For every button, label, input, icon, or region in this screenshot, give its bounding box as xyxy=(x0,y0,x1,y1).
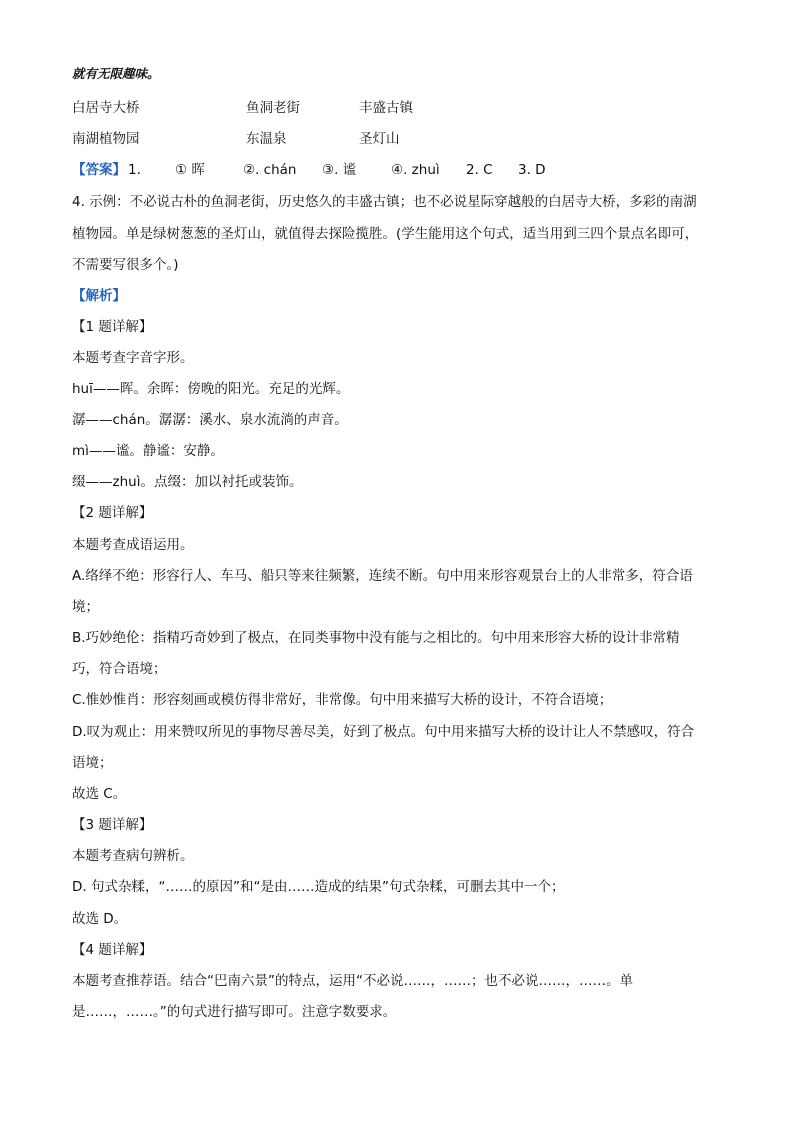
analysis-line: 本题考查成语运用。 xyxy=(72,537,194,553)
analysis-line: 境； xyxy=(72,599,99,615)
analysis-line: A.络绎不绝：形容行人、车马、船只等来往频繁，连续不断。句中用来形容观景台上的人非常多，符合语 xyxy=(72,568,693,584)
section-heading-q3: 【3 题详解】 xyxy=(72,817,153,833)
place-fengsheng-town: 丰盛古镇 xyxy=(359,100,413,116)
answer-q4-line: 不需要写很多个。) xyxy=(72,257,179,273)
analysis-line: C.惟妙惟肖：形容刻画或模仿得非常好，非常像。句中用来描写大桥的设计，不符合语境； xyxy=(72,692,613,708)
answer-q1-item-3: ③. 谧 xyxy=(322,162,357,178)
analysis-line: 潺——chán。潺潺：溪水、泉水流淌的声音。 xyxy=(72,412,348,428)
answer-q1-item-1: ① 晖 xyxy=(175,162,205,178)
place-yudong-street: 鱼洞老街 xyxy=(246,100,300,116)
analysis-line: 本题考查推荐语。结合“巴南六景”的特点，运用“不必说……，……；也不必说……，……。单 xyxy=(72,973,633,989)
intro-tail-text: 就有无限趣味。 xyxy=(72,66,160,81)
analysis-line: 巧，符合语境； xyxy=(72,661,167,677)
analysis-tag: 【解析】 xyxy=(72,288,126,304)
answer-q3: 3. D xyxy=(518,162,546,178)
analysis-line: 本题考查字音字形。 xyxy=(72,350,194,366)
place-dongwenquan: 东温泉 xyxy=(246,131,287,147)
answer-tag: 【答案】 xyxy=(72,162,126,178)
analysis-line: mì——谧。静谧：安静。 xyxy=(72,443,224,459)
place-nanhu-garden: 南湖植物园 xyxy=(72,131,140,147)
analysis-line: D. 句式杂糅，“……的原因”和“是由……造成的结果”句式杂糅，可删去其中一个； xyxy=(72,879,565,895)
answer-q1-number: 1. xyxy=(128,162,141,178)
section-heading-q2: 【2 题详解】 xyxy=(72,505,153,521)
section-heading-q4: 【4 题详解】 xyxy=(72,942,153,958)
answer-q1-item-4: ④. zhuì xyxy=(391,162,440,178)
place-baijusi-bridge: 白居寺大桥 xyxy=(72,100,140,116)
analysis-line: 故选 C。 xyxy=(72,786,127,802)
place-shengdeng-mountain: 圣灯山 xyxy=(359,131,400,147)
analysis-line: D.叹为观止：用来赞叹所见的事物尽善尽美，好到了极点。句中用来描写大桥的设计让人不禁感叹，符合 xyxy=(72,724,695,740)
analysis-line: 语境； xyxy=(72,755,113,771)
answer-q4-line: 植物园。单是绿树葱葱的圣灯山，就值得去探险揽胜。(学生能用这个句式，适当用到三四个景点名即可， xyxy=(72,226,699,242)
answer-q2: 2. C xyxy=(466,162,493,178)
analysis-line: 是……，……。”的句式进行描写即可。注意字数要求。 xyxy=(72,1004,397,1020)
analysis-line: 缀——zhuì。点缀：加以衬托或装饰。 xyxy=(72,474,303,490)
answer-q4-line: 4. 示例：不必说古朴的鱼洞老街，历史悠久的丰盛古镇；也不必说星际穿越般的白居寺大桥，多彩的南湖 xyxy=(72,194,697,210)
analysis-line: B.巧妙绝伦：指精巧奇妙到了极点，在同类事物中没有能与之相比的。句中用来形容大桥的设计非常精 xyxy=(72,630,680,646)
analysis-line: 本题考查病句辨析。 xyxy=(72,848,194,864)
answer-q1-item-2: ②. chán xyxy=(243,162,297,178)
section-heading-q1: 【1 题详解】 xyxy=(72,319,153,335)
analysis-line: huī——晖。余晖：傍晚的阳光。充足的光辉。 xyxy=(72,381,350,397)
analysis-line: 故选 D。 xyxy=(72,911,128,927)
